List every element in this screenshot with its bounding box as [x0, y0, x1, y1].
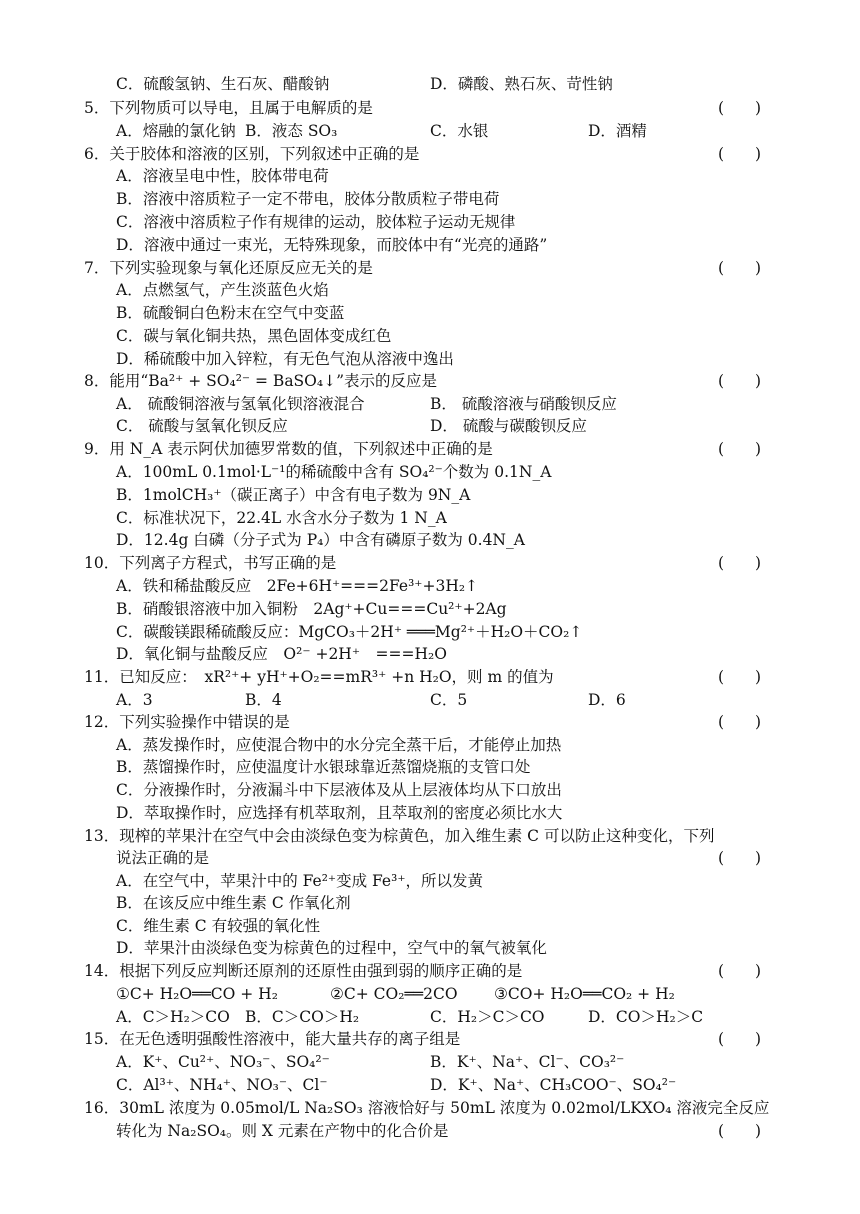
- text-line: [0, 598, 860, 621]
- question-stem: 5．下列物质可以导电，且属于电解质的是: [84, 99, 373, 117]
- text-line: [0, 756, 860, 779]
- text-line: [0, 802, 860, 825]
- text-line: [0, 257, 860, 280]
- option-text: C．硫酸氢钠、生石灰、醋酸钠: [116, 75, 330, 93]
- text-line: [0, 734, 860, 757]
- option-text: A．铁和稀盐酸反应 2Fe+6H⁺===2Fe³⁺+3H₂↑: [116, 577, 479, 595]
- answer-blank: ( ): [718, 99, 762, 117]
- option-text: A．蒸发操作时，应使混合物中的水分完全蒸干后，才能停止加热: [116, 736, 562, 754]
- option-text: 说法正确的是: [116, 849, 210, 867]
- option-text: D．溶液中通过一束光，无特殊现象，而胶体中有“光亮的通路”: [116, 236, 548, 254]
- answer-blank: ( ): [718, 372, 762, 390]
- option-d: D．酒精: [588, 122, 647, 140]
- option-text: A． 硫酸铜溶液与氢氧化钡溶液混合: [116, 395, 365, 413]
- option-text: B．硝酸银溶液中加入铜粉 2Ag⁺+Cu===Cu²⁺+2Ag: [116, 600, 507, 618]
- option-c: C．5: [430, 691, 468, 709]
- option-text: C．维生素 C 有较强的氧化性: [116, 917, 321, 935]
- answer-blank: ( ): [718, 962, 762, 980]
- text-line: [0, 529, 860, 552]
- question-stem: 13．现榨的苹果汁在空气中会由淡绿色变为棕黄色，加入维生素 C 可以防止这种变化，下列: [84, 827, 715, 845]
- reaction-2: ②C+ CO₂══2CO: [330, 985, 458, 1003]
- option-text: C．标准状况下，22.4L 水含水分子数为 1 N_A: [116, 509, 447, 527]
- text-line: [0, 1006, 860, 1029]
- option-text: A．点燃氢气，产生淡蓝色火焰: [116, 281, 329, 299]
- text-line: [0, 1051, 860, 1074]
- option-text: C． 硫酸与氢氧化钡反应: [116, 417, 288, 435]
- text-line: [0, 188, 860, 211]
- text-line: [0, 415, 860, 438]
- question-stem: 8．能用“Ba²⁺ + SO₄²⁻ = BaSO₄↓”表示的反应是: [84, 372, 438, 390]
- question-stem: 14．根据下列反应判断还原剂的还原性由强到弱的顺序正确的是: [84, 962, 523, 980]
- text-line: [0, 552, 860, 575]
- question-stem: 16．30mL 浓度为 0.05mol/L Na₂SO₃ 溶液恰好与 50mL 浓度为 0.02mol/LKXO₄ 溶液完全反应: [84, 1099, 770, 1117]
- answer-blank: ( ): [718, 1030, 762, 1048]
- text-line: [0, 575, 860, 598]
- text-line: [0, 97, 860, 120]
- text-line: [0, 370, 860, 393]
- question-stem: 15．在无色透明强酸性溶液中，能大量共存的离子组是: [84, 1030, 461, 1048]
- option-b: B．4: [245, 691, 282, 709]
- answer-blank: ( ): [718, 440, 762, 458]
- text-line: [0, 915, 860, 938]
- option-text: D．萃取操作时，应选择有机萃取剂，且萃取剂的密度必须比水大: [116, 804, 563, 822]
- text-line: [0, 825, 860, 848]
- text-line: [0, 279, 860, 302]
- answer-blank: ( ): [718, 668, 762, 686]
- answer-blank: ( ): [718, 145, 762, 163]
- text-line: [0, 1028, 860, 1051]
- text-line: [0, 302, 860, 325]
- text-line: [0, 484, 860, 507]
- question-stem: 10．下列离子方程式，书写正确的是: [84, 554, 337, 572]
- option-d: D．CO＞H₂＞C: [588, 1008, 704, 1026]
- option-text: D．氧化铜与盐酸反应 O²⁻ +2H⁺ ===H₂O: [116, 645, 447, 663]
- text-line: [0, 983, 860, 1006]
- option-text: D．稀硫酸中加入锌粒，有无色气泡从溶液中逸出: [116, 350, 454, 368]
- answer-blank: ( ): [718, 1122, 762, 1140]
- option-text: A．溶液呈电中性，胶体带电荷: [116, 167, 329, 185]
- option-text: B．蒸馏操作时，应使温度计水银球靠近蒸馏烧瓶的支管口处: [116, 758, 531, 776]
- text-line: [0, 143, 860, 166]
- text-line: [0, 937, 860, 960]
- text-line: [0, 393, 860, 416]
- text-line: [0, 870, 860, 893]
- answer-blank: ( ): [718, 554, 762, 572]
- option-text: B．在该反应中维生素 C 作氧化剂: [116, 894, 351, 912]
- text-line: [0, 892, 860, 915]
- option-text: A．在空气中，苹果汁中的 Fe²⁺变成 Fe³⁺，所以发黄: [116, 872, 483, 890]
- option-b: B．C＞CO＞H₂: [245, 1008, 360, 1026]
- text-line: [0, 461, 860, 484]
- reaction-1: ①C+ H₂O══CO + H₂: [116, 985, 278, 1003]
- option-text-right: D．磷酸、熟石灰、苛性钠: [430, 75, 613, 93]
- text-line: [0, 666, 860, 689]
- option-a: A．C＞H₂＞CO: [116, 1008, 230, 1026]
- option-text: A．100mL 0.1mol·L⁻¹的稀硫酸中含有 SO₄²⁻个数为 0.1N_A: [116, 463, 552, 481]
- question-stem: 11．已知反应： xR²⁺+ yH⁺+O₂==mR³⁺ +n H₂O，则 m 的值为: [84, 668, 554, 686]
- option-text: C．Al³⁺、NH₄⁺、NO₃⁻、Cl⁻: [116, 1076, 328, 1094]
- answer-blank: ( ): [718, 713, 762, 731]
- option-text: D．苹果汁由淡绿色变为棕黄色的过程中，空气中的氧气被氧化: [116, 939, 547, 957]
- option-a: A．熔融的氯化钠: [116, 122, 236, 140]
- answer-blank: ( ): [718, 259, 762, 277]
- text-line: [0, 847, 860, 870]
- option-text: B．硫酸铜白色粉末在空气中变蓝: [116, 304, 345, 322]
- text-line: [0, 1074, 860, 1097]
- option-text-right: B．K⁺、Na⁺、Cl⁻、CO₃²⁻: [430, 1053, 625, 1071]
- option-b: B．液态 SO₃: [245, 122, 338, 140]
- text-line: [0, 234, 860, 257]
- question-stem: 9．用 N_A 表示阿伏加德罗常数的值，下列叙述中正确的是: [84, 440, 493, 458]
- question-stem: 6．关于胶体和溶液的区别，下列叙述中正确的是: [84, 145, 420, 163]
- option-text: B．溶液中溶质粒子一定不带电，胶体分散质粒子带电荷: [116, 190, 500, 208]
- text-line: [0, 1097, 860, 1120]
- text-line: [0, 348, 860, 371]
- option-text: C．碳酸镁跟稀硫酸反应：MgCO₃＋2H⁺ ═══Mg²⁺＋H₂O＋CO₂↑: [116, 623, 583, 641]
- option-text: 转化为 Na₂SO₄。则 X 元素在产物中的化合价是: [116, 1122, 449, 1140]
- text-line: [0, 211, 860, 234]
- option-text-right: B． 硫酸溶液与硝酸钡反应: [430, 395, 617, 413]
- text-line: [0, 960, 860, 983]
- text-line: [0, 779, 860, 802]
- text-line: [0, 711, 860, 734]
- option-text: C．碳与氧化铜共热，黑色固体变成红色: [116, 327, 392, 345]
- text-line: [0, 643, 860, 666]
- option-text: A．K⁺、Cu²⁺、NO₃⁻、SO₄²⁻: [116, 1053, 330, 1071]
- option-text-right: D．K⁺、Na⁺、CH₃COO⁻、SO₄²⁻: [430, 1076, 677, 1094]
- answer-blank: ( ): [718, 849, 762, 867]
- text-line: [0, 689, 860, 712]
- option-text: D．12.4g 白磷（分子式为 P₄）中含有磷原子数为 0.4N_A: [116, 531, 525, 549]
- text-line: [0, 73, 860, 96]
- option-d: D．6: [588, 691, 626, 709]
- reaction-3: ③CO+ H₂O══CO₂ + H₂: [494, 985, 675, 1003]
- option-text: C．分液操作时，分液漏斗中下层液体及从上层液体均从下口放出: [116, 781, 562, 799]
- text-line: [0, 325, 860, 348]
- text-line: [0, 165, 860, 188]
- text-line: [0, 621, 860, 644]
- option-c: C．H₂＞C＞CO: [430, 1008, 545, 1026]
- text-line: [0, 438, 860, 461]
- text-line: [0, 1120, 860, 1143]
- text-line: [0, 120, 860, 143]
- question-stem: 7．下列实验现象与氧化还原反应无关的是: [84, 259, 373, 277]
- option-text: B．1molCH₃⁺（碳正离子）中含有电子数为 9N_A: [116, 486, 471, 504]
- option-text: C．溶液中溶质粒子作有规律的运动，胶体粒子运动无规律: [116, 213, 516, 231]
- option-c: C．水银: [430, 122, 489, 140]
- option-text-right: D． 硫酸与碳酸钡反应: [430, 417, 587, 435]
- option-a: A．3: [116, 691, 153, 709]
- text-line: [0, 507, 860, 530]
- question-stem: 12．下列实验操作中错误的是: [84, 713, 290, 731]
